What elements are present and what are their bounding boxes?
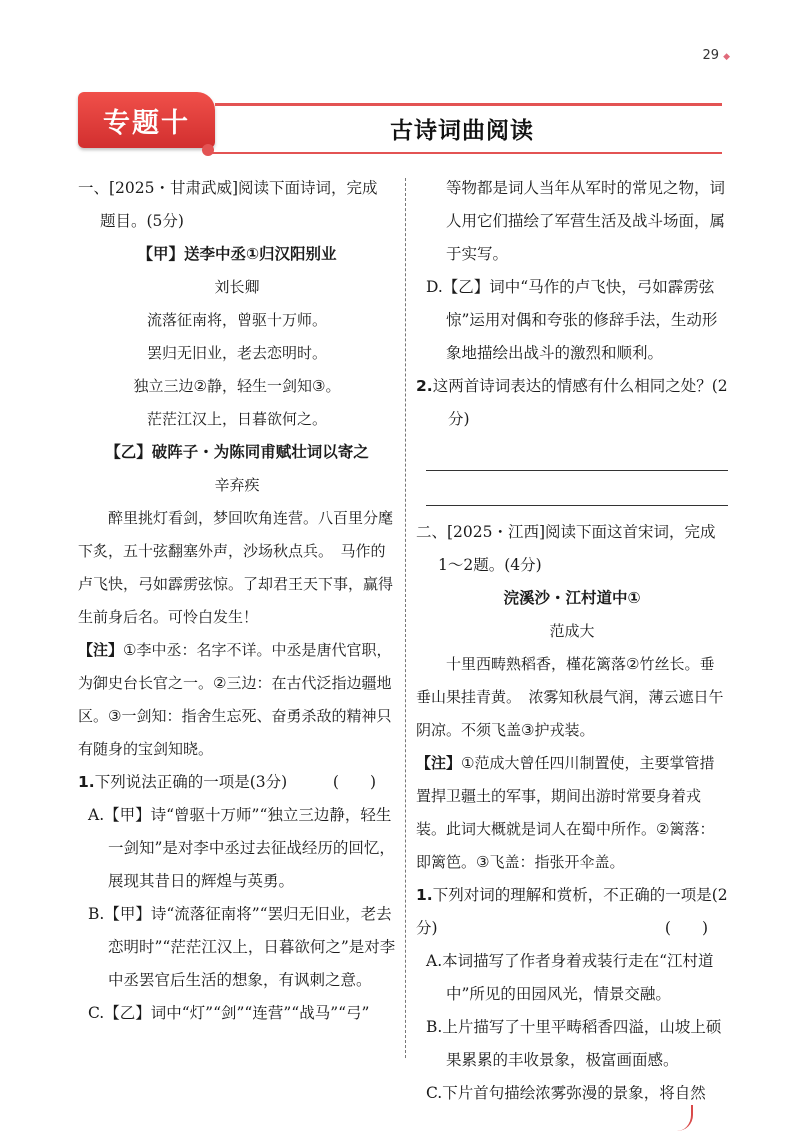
- note-text: ①范成大曾任四川制置使，主要掌管措置捍卫疆土的军事，期间出游时常要身着戎装。此词大概就是词人在蜀中所作。②篱落：即篱笆。③飞盖：指张开伞盖。: [416, 754, 715, 871]
- note-tag: 【注】: [416, 754, 462, 772]
- poem-line: 罢归无旧业，老去恋明时。: [146, 344, 327, 362]
- question-stem: [416, 370, 728, 436]
- bookmark-hook-icon: [677, 1105, 693, 1131]
- column-divider: [405, 178, 406, 1058]
- question-stem: [78, 766, 396, 799]
- poem-line: 茫茫江汉上，日暮欲何之。: [146, 410, 327, 428]
- poem-author: 刘长卿: [214, 278, 260, 296]
- option-b: B.上片描写了十里平畴稻香四溢，山坡上硕果累累的丰收景象，极富画面感。: [426, 1018, 722, 1069]
- title-rule-dot: [202, 144, 214, 156]
- question-text: 下列说法正确的一项是(3分): [94, 773, 288, 791]
- page-number: 29 ◆: [702, 48, 730, 63]
- note-tag: 【注】: [78, 641, 124, 659]
- poem-line: 流落征南将，曾驱十万师。: [146, 311, 327, 329]
- answer-line[interactable]: [426, 471, 728, 506]
- note: [78, 634, 396, 766]
- answer-line[interactable]: [426, 436, 728, 471]
- question-text: 这两首诗词表达的情感有什么相同之处？(2分): [432, 377, 728, 428]
- option-a: A.本词描写了作者身着戎装行走在“江村道中”所见的田园风光，情景交融。: [426, 952, 714, 1003]
- poem-line: 独立三边②静，轻生一剑知③。: [133, 377, 341, 395]
- option-d: D.【乙】词中“马作的卢飞快，弓如霹雳弦惊”运用对偶和夸张的修辞手法，生动形象地描绘出战斗的激烈和顺利。: [426, 278, 718, 362]
- question-stem: [416, 879, 728, 945]
- diamond-icon: ◆: [723, 52, 730, 62]
- answer-blank[interactable]: ( ): [664, 919, 708, 937]
- poem-title: 【甲】送李中丞①归汉阳别业: [137, 245, 337, 263]
- note-text: ①李中丞：名字不详。中丞是唐代官职，为御史台长官之一。②三边：在古代泛指边疆地区。③一剑知：指舍生忘死、奋勇杀敌的精神只有随身的宝剑知晓。: [78, 641, 392, 758]
- question-intro-cont: 题目。(5分): [100, 212, 184, 230]
- poem-author: 范成大: [549, 622, 595, 640]
- option-c: C.【乙】词中“灯”“剑”“连营”“战马”“弓”: [88, 1004, 370, 1022]
- question-number: 2.: [416, 377, 433, 395]
- question-intro: 二、[2025・江西]阅读下面这首宋词，完成: [416, 523, 716, 541]
- question-intro-cont: 1～2题。(4分): [438, 556, 542, 574]
- note: [416, 747, 728, 879]
- poem-body: 十里西畴熟稻香，槿花篱落②竹丝长。垂垂山果挂青黄。 浓雾知秋晨气润，薄云遮日午阴凉。不须飞盖③护戎装。: [416, 655, 724, 739]
- title-rule-top: [215, 103, 722, 106]
- topic-badge: 专题十: [78, 92, 215, 148]
- poem-title: 【乙】破阵子・为陈同甫赋壮词以寄之: [105, 443, 369, 461]
- option-c: C.下片首句描绘浓雾弥漫的景象，将自然: [426, 1084, 706, 1102]
- title-rule-bottom: [210, 152, 722, 154]
- section-title: 古诗词曲阅读: [390, 118, 534, 144]
- option-b: B.【甲】诗“流落征南将”“罢归无旧业，老去恋明时”“茫茫江汉上，日暮欲何之”是对李中丞罢官后生活的想象，有讽刺之意。: [88, 905, 396, 989]
- left-column: [78, 172, 396, 1030]
- poem-title: 浣溪沙・江村道中①: [503, 589, 641, 607]
- question-intro: 一、[2025・甘肃武威]阅读下面诗词，完成: [78, 179, 378, 197]
- poem-body: 醉里挑灯看剑，梦回吹角连营。八百里分麾下炙，五十弦翻塞外声，沙场秋点兵。 马作的卢飞快，弓如霹雳弦惊。了却君王天下事，赢得生前身后名。可怜白发生！: [78, 509, 394, 626]
- answer-blank[interactable]: ( ): [332, 773, 376, 791]
- question-number: 1.: [416, 886, 433, 904]
- question-number: 1.: [78, 773, 95, 791]
- right-column: [416, 172, 728, 1110]
- poem-author: 辛弃疾: [214, 476, 260, 494]
- option-c-continued: 等物都是词人当年从军时的常见之物，词人用它们描绘了军营生活及战斗场面，属于实写。: [446, 179, 726, 263]
- question-text: 下列对词的理解和赏析，不正确的一项是(2分): [416, 886, 728, 937]
- option-a: A.【甲】诗“曾驱十万师”“独立三边静，轻生一剑知”是对李中丞过去征战经历的回忆，展现其昔日的辉煌与英勇。: [88, 806, 395, 890]
